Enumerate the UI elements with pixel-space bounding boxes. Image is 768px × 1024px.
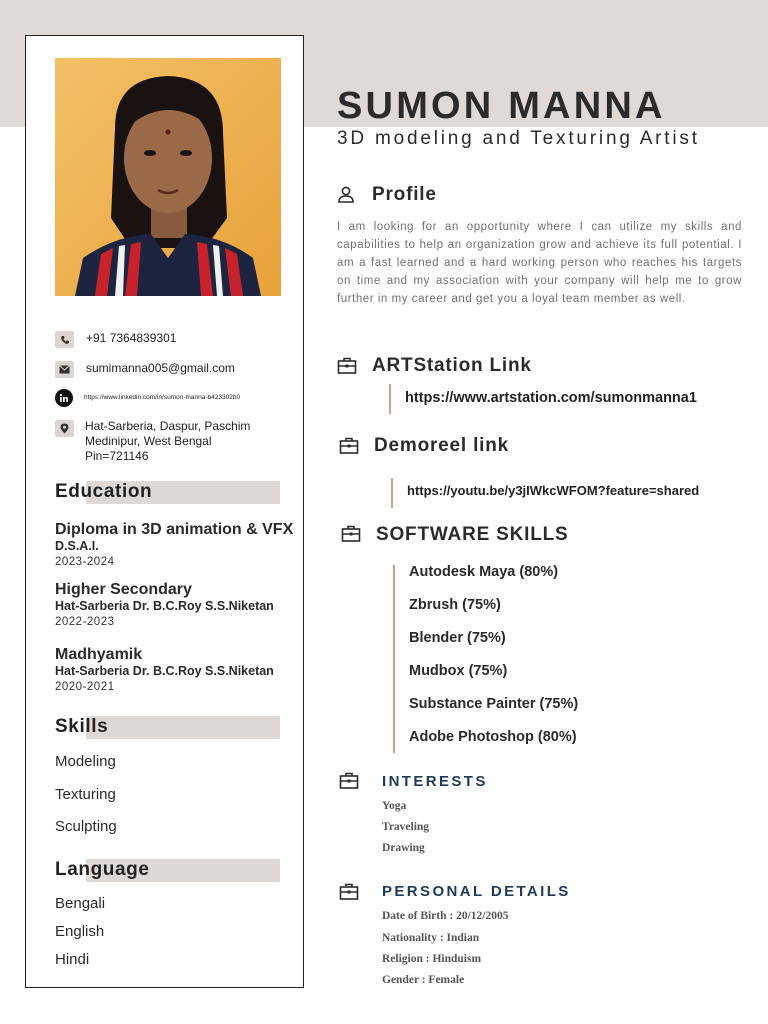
contact-linkedin [55, 389, 240, 407]
demoreel-title: Demoreel link [374, 435, 510, 456]
years: 2022-2023 [55, 616, 115, 628]
profile-summary: I am looking for an opportunity where I can utilize my skills and capabilities to help an organization grow and achieve its full potential. I am a fast learned and a hard working person who reaches his targets on time and my association with your company will help me to grow further in my career and get you a loyal team member as well. [337, 221, 742, 305]
briefcase-icon [339, 771, 359, 791]
personal-item: Gender : Female [382, 974, 465, 986]
accent-line [389, 384, 391, 414]
language-title: Language [55, 859, 150, 880]
software-skill: Mudbox (75%) [409, 663, 508, 679]
candidate-name: SUMON MANNA [337, 85, 666, 127]
accent-line [391, 478, 393, 508]
personal-item: Nationality : Indian [382, 932, 480, 944]
profile-photo [55, 58, 281, 296]
software-skill: Zbrush (75%) [409, 597, 501, 613]
email-address[interactable]: sumimanna005@gmail.com [86, 361, 235, 375]
skills-heading [55, 716, 280, 739]
language-heading [55, 859, 280, 882]
institute: D.S.A.I. [55, 539, 99, 553]
briefcase-icon [341, 524, 361, 544]
years: 2020-2021 [55, 681, 115, 693]
address-line: Hat-Sarberia, Daspur, Paschim [85, 419, 251, 433]
interests-title: INTERESTS [382, 773, 488, 790]
envelope-icon [55, 361, 74, 378]
institute: Hat-Sarberia Dr. B.C.Roy S.S.Niketan [55, 664, 274, 678]
education-item [55, 581, 300, 630]
contact-address [55, 419, 250, 464]
institute: Hat-Sarberia Dr. B.C.Roy S.S.Niketan [55, 599, 274, 613]
skill-item: Texturing [55, 786, 116, 803]
education-item [55, 646, 300, 695]
software-skill: Blender (75%) [409, 630, 506, 646]
language-item: Bengali [55, 895, 106, 912]
years: 2023-2024 [55, 556, 115, 568]
demoreel-link[interactable]: https://youtu.be/y3jIWkcWFOM?feature=shared [407, 483, 700, 498]
linkedin-url[interactable]: https://www.linkedin.com/in/sumon-manna-b423302b0 [84, 394, 241, 401]
software-title: SOFTWARE SKILLS [376, 524, 569, 545]
personal-item: Date of Birth : 20/12/2005 [382, 910, 509, 922]
phone-number[interactable]: +91 7364839301 [86, 331, 177, 345]
map-pin-icon [55, 420, 74, 437]
accent-line [393, 565, 395, 753]
degree: Higher Secondary [55, 581, 192, 598]
briefcase-icon [339, 436, 359, 456]
language-item: English [55, 923, 105, 940]
education-heading [55, 481, 280, 504]
heading-bar [86, 716, 280, 739]
personal-title: PERSONAL DETAILS [382, 883, 571, 900]
education-item [55, 521, 300, 570]
skill-item: Modeling [55, 753, 116, 770]
contact-email [55, 361, 235, 378]
address-block [85, 419, 250, 464]
artstation-title: ARTStation Link [372, 355, 532, 376]
profile-title: Profile [372, 184, 437, 205]
interest-item: Yoga [382, 800, 407, 812]
education-title: Education [55, 481, 153, 502]
person-icon [336, 185, 356, 205]
address-line: Medinipur, West Bengal [85, 434, 212, 448]
skill-item: Sculpting [55, 818, 117, 835]
degree: Diploma in 3D animation & VFX [55, 521, 294, 538]
briefcase-icon [337, 356, 357, 376]
phone-icon [55, 331, 74, 348]
address-line: Pin=721146 [85, 449, 149, 463]
linkedin-icon [55, 389, 73, 407]
software-skill: Autodesk Maya (80%) [409, 564, 559, 580]
interest-item: Drawing [382, 842, 425, 854]
software-skill: Adobe Photoshop (80%) [409, 729, 577, 745]
skills-title: Skills [55, 716, 109, 737]
interest-item: Traveling [382, 821, 430, 833]
artstation-link[interactable]: https://www.artstation.com/sumonmanna1 [405, 390, 697, 406]
candidate-title: 3D modeling and Texturing Artist [337, 128, 700, 149]
personal-item: Religion : Hinduism [382, 953, 482, 965]
language-item: Hindi [55, 951, 90, 968]
degree: Madhyamik [55, 646, 143, 663]
software-skill: Substance Painter (75%) [409, 696, 579, 712]
contact-phone [55, 331, 176, 348]
briefcase-icon [339, 882, 359, 902]
